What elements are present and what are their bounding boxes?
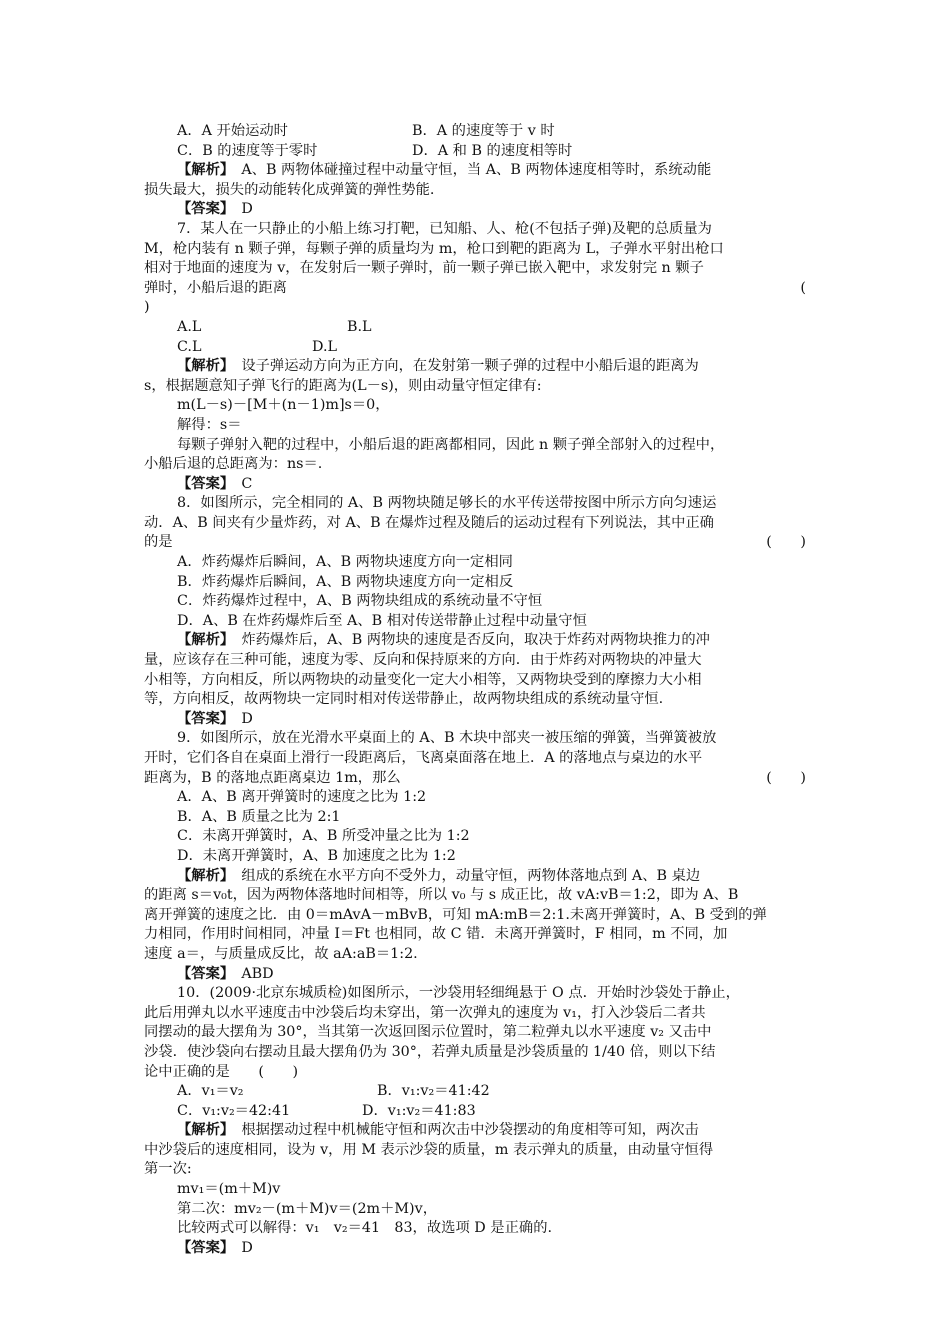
section-tag: 【解析】 (177, 1122, 228, 1139)
text-line (144, 475, 806, 495)
text-line: 速度 a＝，与质量成反比，故 aA:aB＝1:2. (144, 945, 418, 962)
text-line: 损失最大，损失的动能转化成弹簧的弹性势能. (144, 181, 435, 198)
option-left: A．v₁＝v₂ (177, 1083, 244, 1100)
text-line (144, 1121, 806, 1141)
text-line (144, 357, 806, 377)
text-line: B．A、B 质量之比为 2:1 (177, 808, 341, 825)
tag-text: D (227, 201, 253, 218)
text-line: C．未离开弹簧时，A、B 所受冲量之比为 1:2 (177, 828, 470, 845)
section-tag: 【答案】 (177, 475, 228, 492)
option-left: C．B 的速度等于零时 (177, 142, 318, 159)
option-right: D．v₁:v₂＝41:83 (362, 1102, 476, 1119)
text-line: D．A、B 在炸药爆炸后至 A、B 相对传送带静止过程中动量守恒 (177, 612, 587, 629)
option-right: D．A 和 B 的速度相等时 (412, 142, 573, 159)
text-line (144, 631, 806, 651)
option-left: C.L (177, 338, 202, 355)
text-line (144, 1102, 806, 1122)
text-line: A．A、B 离开弹簧时的速度之比为 1:2 (177, 789, 427, 806)
text-line (144, 867, 806, 887)
section-tag: 【答案】 (177, 710, 228, 727)
section-tag: 【答案】 (177, 201, 228, 218)
text-line: 每颗子弹射入靶的过程中，小船后退的距离都相同，因此 n 颗子弹全部射入的过程中， (177, 436, 725, 453)
text-line: ) (144, 299, 150, 316)
text-line: 沙袋．使沙袋向右摆动且最大摆角仍为 30°，若弹丸质量是沙袋质量的 1/40 倍，则以下结 (144, 1043, 716, 1060)
text-line: 的距离 s＝v₀t，因为两物体落地时间相等，所以 v₀ 与 s 成正比，故 vA:vB＝1:2，即为 A、B (144, 887, 739, 904)
option-left: C．v₁:v₂＝42:41 (177, 1102, 291, 1119)
text-line: 小船后退的总距离为：ns＝. (144, 456, 323, 473)
text-line: 第二次：mv₂－(m＋M)v＝(2m＋M)v， (177, 1200, 437, 1217)
text-line: 比较两式可以解得：v₁ v₂＝41 83，故选项 D 是正确的. (177, 1220, 553, 1237)
tag-text: C (227, 475, 253, 492)
option-right: D.L (312, 338, 337, 355)
line-text: 的是 (144, 534, 173, 551)
text-line: 力相同，作用时间相同，冲量 I＝Ft 也相同，故 C 错．未离开弹簧时，F 相同，m 不同，加 (144, 926, 728, 943)
text-line (144, 142, 806, 162)
text-line: 量，应该存在三种可能，速度为零、反向和保持原来的方向．由于炸药对两物块的冲量大 (144, 652, 702, 669)
answer-bracket: ( (800, 279, 806, 296)
text-line (144, 338, 806, 358)
answer-bracket: ( ) (766, 534, 806, 551)
option-right: B．v₁:v₂＝41:42 (377, 1083, 490, 1100)
text-line (144, 965, 806, 985)
text-line: 小相等，方向相反，所以两物块的动量变化一定大小相等，又两物块受到的摩擦力大小相 (144, 671, 702, 688)
text-line (144, 1239, 806, 1259)
section-tag: 【解析】 (177, 632, 228, 649)
tag-text: D (227, 1239, 253, 1256)
text-line: D．未离开弹簧时，A、B 加速度之比为 1:2 (177, 847, 456, 864)
text-line: 同摆动的最大摆角为 30°，当其第一次返回图示位置时，第二粒弹丸以水平速度 v₂ 又击中 (144, 1024, 712, 1041)
option-left: A.L (177, 318, 202, 335)
document-page (144, 122, 806, 1258)
text-line: M，枪内装有 n 颗子弹，每颗子弹的质量均为 m，枪口到靶的距离为 L，子弹水平射出枪口 (144, 240, 724, 257)
text-line: 7．某人在一只静止的小船上练习打靶，已知船、人、枪(不包括子弹)及靶的总质量为 (177, 220, 712, 237)
text-line: 第一次: (144, 1161, 192, 1178)
text-line: mv₁＝(m＋M)v (177, 1181, 281, 1198)
section-tag: 【解析】 (177, 358, 228, 375)
text-line: 等，方向相反，故两物块一定同时相对传送带静止，故两物块组成的系统动量守恒. (144, 691, 664, 708)
text-line: 10．(2009·北京东城质检)如图所示，一沙袋用轻细绳悬于 O 点．开始时沙袋处于静止， (177, 985, 740, 1002)
tag-text: 炸药爆炸后，A、B 两物块的速度是否反向，取决于炸药对两物块推力的冲 (227, 632, 710, 649)
tag-text: ABD (227, 965, 274, 982)
section-tag: 【解析】 (177, 867, 228, 884)
line-text: 距离为，B 的落地点距离桌边 1m，那么 (144, 769, 401, 786)
tag-text: 根据摆动过程中机械能守恒和两次击中沙袋摆动的角度相等可知，两次击 (227, 1122, 699, 1139)
answer-bracket: ( ) (766, 769, 806, 786)
tag-text: D (227, 710, 253, 727)
tag-text: 设子弹运动方向为正方向，在发射第一颗子弹的过程中小船后退的距离为 (227, 358, 699, 375)
text-line: 8．如图所示，完全相同的 A、B 两物块随足够长的水平传送带按图中所示方向匀速运 (177, 495, 717, 512)
option-left: A．A 开始运动时 (177, 123, 288, 139)
section-tag: 【答案】 (177, 1239, 228, 1256)
text-line (144, 161, 806, 181)
text-line (144, 710, 806, 730)
text-line: 动．A、B 间夹有少量炸药，对 A、B 在爆炸过程及随后的运动过程有下列说法，其中正确 (144, 514, 714, 531)
text-line: 相对于地面的速度为 v，在发射后一颗子弹时，前一颗子弹已嵌入靶中，求发射完 n 颗子 (144, 260, 704, 277)
section-tag: 【解析】 (177, 162, 228, 179)
text-line (144, 122, 806, 142)
text-line: 此后用弹丸以水平速度击中沙袋后均未穿出，第一次弹丸的速度为 v₁，打入沙袋后二者共 (144, 1004, 706, 1021)
text-line (144, 200, 806, 220)
text-line (144, 533, 806, 553)
option-right: B.L (347, 318, 372, 335)
text-line: 论中正确的是 ( ) (144, 1063, 299, 1080)
text-line (144, 1082, 806, 1102)
tag-text: 组成的系统在水平方向不受外力，动量守恒，两物体落地点到 A、B 桌边 (227, 867, 701, 884)
text-line: A．炸药爆炸后瞬间，A、B 两物块速度方向一定相同 (177, 554, 513, 571)
section-tag: 【答案】 (177, 965, 228, 982)
text-line: 离开弹簧的速度之比．由 0＝mAvA－mBvB，可知 mA:mB＝2:1.未离开弹簧时，A、B 受到的弹 (144, 906, 767, 923)
option-right: B．A 的速度等于 v 时 (412, 123, 555, 139)
text-line: s，根据题意知子弹飞行的距离为(L－s)，则由动量守恒定律有: (144, 377, 542, 394)
text-line: 解得：s＝ (177, 416, 242, 433)
text-line: 中沙袋后的速度相同，设为 v，用 M 表示沙袋的质量，m 表示弹丸的质量，由动量守恒得 (144, 1141, 714, 1158)
text-line (144, 318, 806, 338)
text-line: 9．如图所示，放在光滑水平桌面上的 A、B 木块中部夹一被压缩的弹簧，当弹簧被放 (177, 730, 717, 747)
text-line: B．炸药爆炸后瞬间，A、B 两物块速度方向一定相反 (177, 573, 514, 590)
text-line: C．炸药爆炸过程中，A、B 两物块组成的系统动量不守恒 (177, 593, 543, 610)
text-line: m(L－s)－[M＋(n－1)m]s＝0， (177, 397, 390, 414)
tag-text: A、B 两物体碰撞过程中动量守恒，当 A、B 两物体速度相等时，系统动能 (227, 162, 712, 179)
text-line (144, 769, 806, 789)
line-text: 弹时，小船后退的距离 (144, 279, 287, 296)
text-line: 开时，它们各自在桌面上滑行一段距离后，飞离桌面落在地上．A 的落地点与桌边的水平 (144, 750, 703, 766)
text-line (144, 279, 806, 299)
